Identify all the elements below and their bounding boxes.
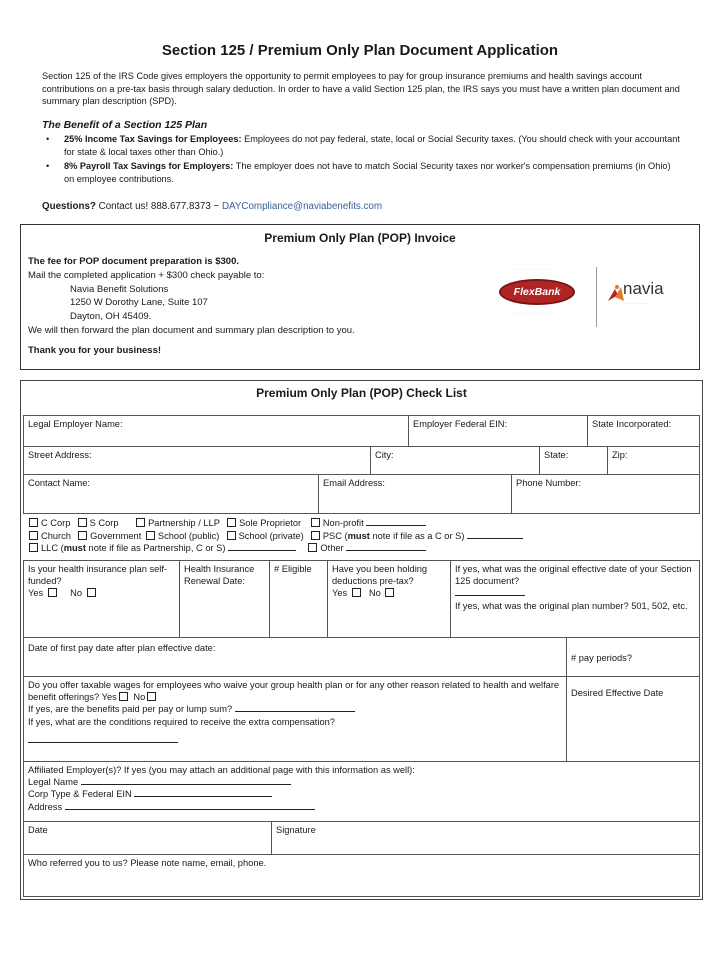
holding-yes-checkbox[interactable] bbox=[352, 588, 361, 597]
field-label: Legal Name bbox=[28, 777, 79, 788]
field-label: Legal Employer Name: bbox=[28, 419, 123, 429]
intro-paragraph: Section 125 of the IRS Code gives employers the opportunity to permit employees to pay for group insurance premiums and health savings account contributions on a pre-tax basis through salary deduction. In order to have a valid Section 125 plan, the IRS says you must have a written plan document and summary plan description (SPD). bbox=[42, 71, 680, 106]
government-checkbox[interactable]: Government bbox=[76, 531, 141, 541]
field-label: If yes, what are the conditions required to receive the extra compensation? bbox=[28, 716, 335, 727]
checkbox-icon[interactable] bbox=[29, 518, 38, 527]
phone-number-field[interactable] bbox=[511, 474, 700, 514]
page-title: Section 125 / Premium Only Plan Document Application bbox=[161, 42, 559, 59]
checklist-form bbox=[20, 380, 703, 900]
checkbox-icon[interactable] bbox=[29, 531, 38, 540]
field-label: Zip: bbox=[612, 450, 628, 460]
field-label: Email Address: bbox=[323, 478, 386, 488]
bullet-heading: 25% Income Tax Savings for Employees: bbox=[64, 134, 242, 144]
logo-divider bbox=[596, 267, 597, 327]
non-profit-blank[interactable] bbox=[366, 517, 426, 526]
taxable-wages-no-checkbox[interactable] bbox=[147, 692, 156, 701]
flexbank-logo: FlexBank bbox=[499, 279, 575, 305]
field-label: Date of first pay date after plan effective date: bbox=[28, 643, 216, 653]
field-label: Signature bbox=[276, 825, 316, 835]
field-label: Desired Effective Date bbox=[571, 688, 664, 698]
holding-deductions-field: Have you been holding deductions pre-tax? Yes No bbox=[327, 560, 451, 638]
checkbox-icon[interactable] bbox=[311, 518, 320, 527]
non-profit-checkbox[interactable]: Non-profit bbox=[309, 518, 364, 528]
partnership-checkbox[interactable]: Partnership / LLP bbox=[134, 518, 220, 528]
date-field[interactable] bbox=[23, 821, 272, 855]
field-label: Who referred you to us? Please note name, email, phone. bbox=[28, 858, 267, 868]
street-address-field[interactable] bbox=[23, 446, 371, 475]
field-label: Corp Type & Federal EIN bbox=[28, 789, 132, 800]
address-line: 1250 W Dorothy Lane, Suite 107 bbox=[70, 297, 208, 309]
field-label: Health Insurance Renewal Date: bbox=[184, 564, 255, 587]
employer-ein-field[interactable] bbox=[408, 415, 588, 447]
checkbox-icon[interactable] bbox=[308, 543, 317, 552]
contact-phone: Contact us! 888.677.8373 ~ bbox=[95, 201, 222, 212]
psc-blank[interactable] bbox=[467, 530, 523, 539]
benefit-list bbox=[42, 133, 682, 187]
bullet-icon: • bbox=[46, 134, 50, 144]
checklist-title: Premium Only Plan (POP) Check List bbox=[256, 386, 467, 400]
flexbank-logo-tagline: · · · · · · · · · · bbox=[515, 311, 554, 317]
zip-field[interactable] bbox=[607, 446, 700, 475]
state-incorporated-field[interactable] bbox=[587, 415, 700, 447]
checkbox-icon[interactable] bbox=[78, 518, 87, 527]
checkbox-icon[interactable] bbox=[136, 518, 145, 527]
invoice-body bbox=[28, 255, 468, 358]
field-label: Address bbox=[28, 801, 63, 812]
address-line: Navia Benefit Solutions bbox=[70, 283, 169, 295]
affiliated-corp-type-blank[interactable] bbox=[134, 788, 272, 797]
bullet-text: Employees do not pay federal, state, local or Social Security taxes. (You should check with your accountant for state & local taxes other than Ohio.) bbox=[64, 134, 680, 157]
holding-no-checkbox[interactable] bbox=[385, 588, 394, 597]
field-label: State Incorporated: bbox=[592, 419, 672, 429]
original-date-blank[interactable] bbox=[455, 587, 525, 596]
list-item bbox=[42, 133, 682, 158]
field-label: # Eligible bbox=[274, 564, 312, 574]
checkbox-icon[interactable] bbox=[311, 531, 320, 540]
field-label: Contact Name: bbox=[28, 478, 91, 488]
taxable-wages-yes-checkbox[interactable] bbox=[119, 692, 128, 701]
field-label: Street Address: bbox=[28, 450, 92, 460]
self-funded-field: Is your health insurance plan self-funded? Yes No bbox=[23, 560, 180, 638]
other-checkbox[interactable]: Other bbox=[306, 543, 343, 553]
checkbox-icon[interactable] bbox=[29, 543, 38, 552]
pay-periods-field[interactable] bbox=[566, 637, 700, 677]
email-address-field[interactable] bbox=[318, 474, 512, 514]
invoice-box bbox=[20, 224, 700, 370]
bullet-icon: • bbox=[46, 161, 50, 171]
bullet-text: The employer does not have to match Social Security taxes nor worker's compensation premiums (in Ohio) on employee contributions. bbox=[64, 161, 671, 184]
desired-effective-date-field[interactable] bbox=[566, 676, 700, 762]
affiliated-address-blank[interactable] bbox=[65, 801, 315, 810]
field-label: Have you been holding deductions pre-tax? bbox=[332, 564, 428, 587]
list-item bbox=[42, 160, 682, 185]
llc-blank[interactable] bbox=[228, 542, 296, 551]
checkbox-icon[interactable] bbox=[227, 531, 236, 540]
contact-line bbox=[42, 201, 382, 212]
field-label: If yes, what was the original effective date of your Section 125 document? bbox=[455, 564, 692, 587]
questions-label: Questions? bbox=[42, 201, 96, 212]
taxable-wages-field: Do you offer taxable wages for employees who waive your group health plan or for any other reason related to health and welfare benefit offerings? Yes No If yes, are the benefits paid per pay or lump sum? If yes, what are the conditions required to receive the extra compensation? bbox=[23, 676, 567, 762]
address-line: Dayton, OH 45409. bbox=[70, 311, 152, 323]
school-private-checkbox[interactable]: School (private) bbox=[225, 531, 304, 541]
s-corp-checkbox[interactable]: S Corp bbox=[76, 518, 119, 528]
sole-proprietor-checkbox[interactable]: Sole Proprietor bbox=[225, 518, 301, 528]
contact-name-field[interactable] bbox=[23, 474, 319, 514]
field-label: Do you offer taxable wages for employees who waive your group health plan or for any other reason related to health and welfare benefit offerings? bbox=[28, 680, 560, 703]
navia-logo: navia bbox=[623, 279, 664, 298]
field-label: # pay periods? bbox=[571, 653, 632, 663]
field-label: State: bbox=[544, 450, 569, 460]
original-plan-field[interactable] bbox=[450, 560, 700, 638]
field-label: If yes, what was the original plan number? 501, 502, etc. bbox=[455, 600, 688, 611]
field-label: If yes, are the benefits paid per pay or lump sum? bbox=[28, 704, 233, 715]
first-pay-date-field[interactable] bbox=[23, 637, 567, 677]
eligible-count-field[interactable] bbox=[269, 560, 328, 638]
church-checkbox[interactable]: Church bbox=[27, 531, 71, 541]
bullet-heading: 8% Payroll Tax Savings for Employers: bbox=[64, 161, 234, 171]
self-funded-yes-checkbox[interactable] bbox=[48, 588, 57, 597]
field-label: Phone Number: bbox=[516, 478, 582, 488]
field-label: Affiliated Employer(s)? If yes (you may attach an additional page with this information as well): bbox=[28, 765, 415, 775]
invoice-fee: The fee for POP document preparation is $300. bbox=[28, 256, 239, 267]
self-funded-no-checkbox[interactable] bbox=[87, 588, 96, 597]
llc-checkbox[interactable]: LLC (must note if file as Partnership, C or S) bbox=[27, 543, 225, 553]
renewal-date-field[interactable] bbox=[179, 560, 270, 638]
invoice-mail-instructions: Mail the completed application + $300 check payable to: bbox=[28, 269, 265, 281]
referral-field[interactable] bbox=[23, 854, 700, 897]
flexbank-logo-tagline: · · · · · · · · · · bbox=[515, 267, 554, 273]
state-field[interactable] bbox=[539, 446, 608, 475]
c-corp-checkbox[interactable]: C Corp bbox=[27, 518, 70, 528]
psc-checkbox[interactable]: PSC (must note if file as a C or S) bbox=[309, 531, 465, 541]
other-blank[interactable] bbox=[346, 542, 426, 551]
city-field[interactable] bbox=[370, 446, 540, 475]
paid-per-pay-blank[interactable] bbox=[235, 703, 355, 712]
navia-logo-tagline: · · · · · · · · bbox=[625, 301, 649, 307]
checkbox-icon[interactable] bbox=[227, 518, 236, 527]
affiliated-legal-name-blank[interactable] bbox=[81, 776, 291, 785]
invoice-title: Premium Only Plan (POP) Invoice bbox=[264, 231, 456, 245]
contact-email-link[interactable]: DAYCompliance@naviabenefits.com bbox=[221, 201, 383, 212]
field-label: Is your health insurance plan self-funded? bbox=[28, 564, 168, 587]
invoice-forward-note: We will then forward the plan document and summary plan description to you. bbox=[28, 324, 355, 336]
field-label: Employer Federal EIN: bbox=[413, 419, 508, 429]
benefit-heading: The Benefit of a Section 125 Plan bbox=[42, 119, 208, 131]
conditions-blank[interactable] bbox=[28, 734, 178, 743]
legal-employer-name-field[interactable] bbox=[23, 415, 409, 447]
affiliated-employer-field bbox=[23, 761, 700, 822]
entity-type-options bbox=[27, 517, 697, 555]
school-public-checkbox[interactable]: School (public) bbox=[144, 531, 220, 541]
invoice-thanks: Thank you for your business! bbox=[28, 344, 162, 356]
field-label: Date bbox=[28, 825, 48, 835]
checkbox-icon[interactable] bbox=[78, 531, 87, 540]
signature-field[interactable] bbox=[271, 821, 700, 855]
company-logos bbox=[491, 263, 691, 329]
checkbox-icon[interactable] bbox=[146, 531, 155, 540]
field-label: City: bbox=[375, 450, 394, 460]
